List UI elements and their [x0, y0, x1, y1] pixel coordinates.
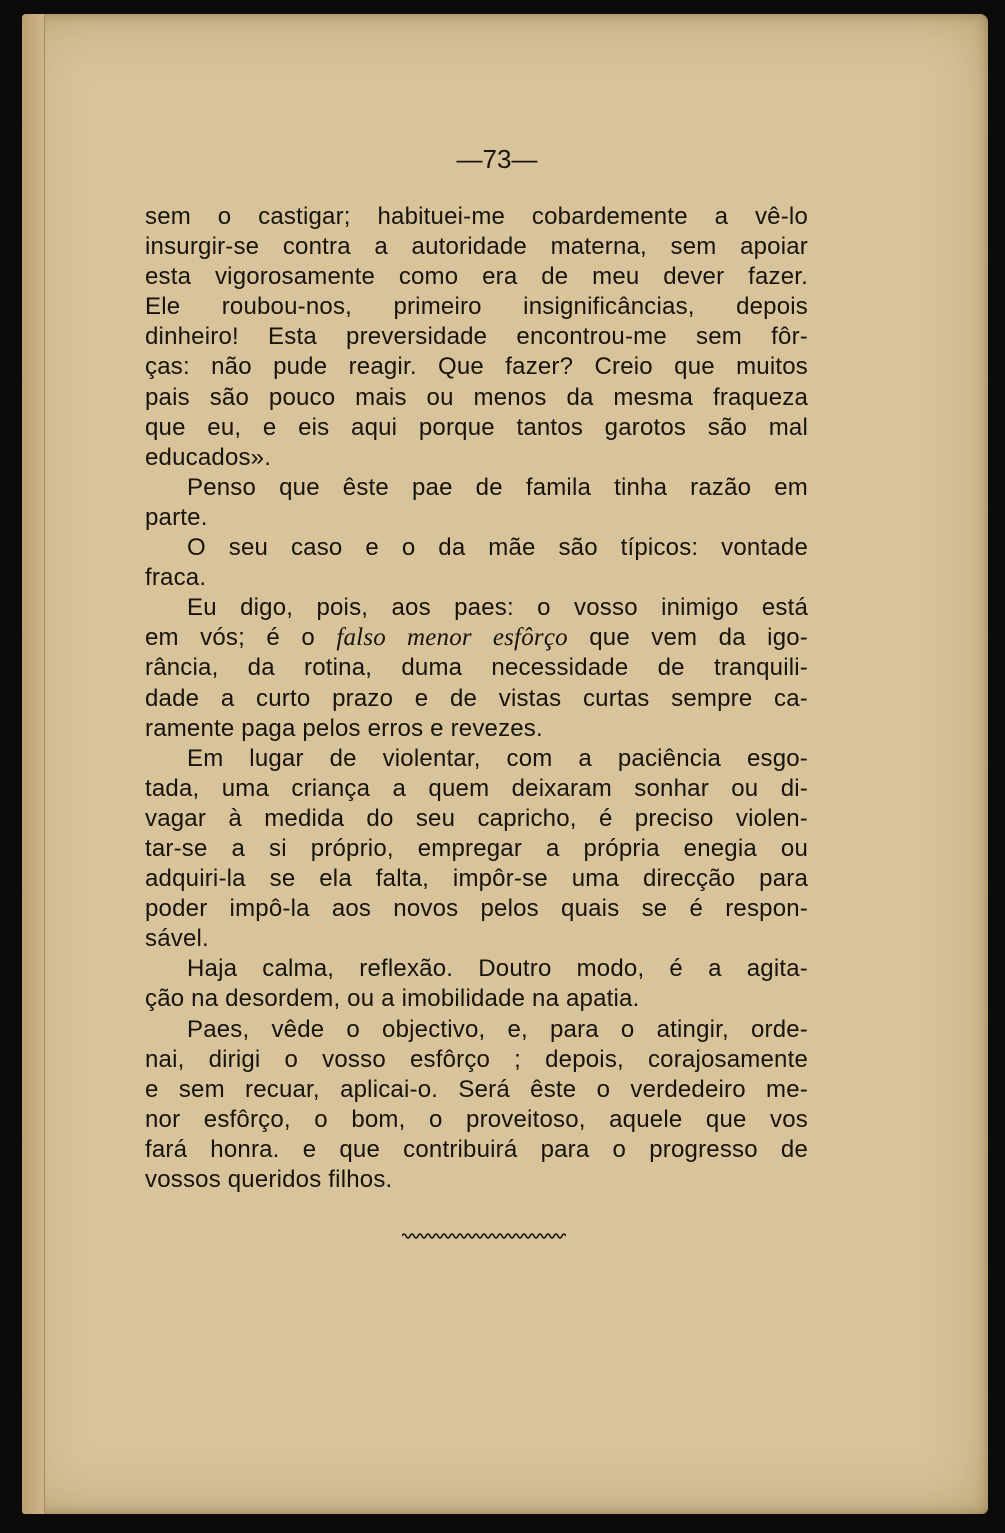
text-line: sem o castigar; habituei-me cobardemente a vê-lo: [145, 203, 808, 230]
text-line: O seu caso e o da mãe são típicos: vontade: [187, 534, 808, 562]
text-line: insurgir-se contra a autoridade materna, sem apoiar: [145, 233, 808, 261]
text-line: pais são pouco mais ou menos da mesma fraqueza: [145, 383, 808, 411]
text-line: dade a curto prazo e de vistas curtas sempre ca-: [145, 684, 808, 712]
book-spine-edge: [22, 14, 45, 1514]
text-line: vossos queridos filhos.: [145, 1166, 393, 1193]
text-line: parte.: [145, 503, 208, 531]
text-line: nai, dirigi o vosso esfôrço ; depois, corajosamente: [145, 1045, 808, 1073]
text-line: educados».: [145, 443, 272, 471]
closing-ornament: [402, 1232, 566, 1240]
text-line: rância, da rotina, duma necessidade de tranquili-: [145, 654, 808, 682]
text-line: vagar à medida do seu capricho, é preciso violen-: [145, 804, 808, 832]
text-line: Paes, vêde o objectivo, e, para o atingir, orde-: [187, 1015, 808, 1043]
text-line: Eu digo, pois, aos paes: o vosso inimigo está: [187, 594, 808, 622]
text-line: fraca.: [145, 564, 207, 592]
text-line: Penso que êste pae de famila tinha razão em: [187, 473, 808, 501]
text-line: nor esfôrço, o bom, o proveitoso, aquele que vos: [145, 1105, 808, 1133]
text-line: dinheiro! Esta preversidade encontrou-me sem fôr-: [145, 323, 808, 351]
text-line: tar-se a si próprio, empregar a própria enegia ou: [145, 834, 808, 862]
italic-phrase: falso menor esfôrço: [336, 624, 568, 652]
text-line: sável.: [145, 925, 209, 953]
text-line: Ele roubou-nos, primeiro insignificâncias, depois: [145, 293, 808, 321]
text-line: Haja calma, reflexão. Doutro modo, é a agita-: [187, 955, 808, 983]
text-line: ção na desordem, ou a imobilidade na apatia.: [145, 985, 640, 1013]
text-fragment: que vem da igo-: [567, 624, 808, 652]
page-number: —73—: [456, 144, 538, 174]
text-line: e sem recuar, aplicai-o. Será êste o verdedeiro me-: [145, 1075, 808, 1103]
text-line: adquiri-la se ela falta, impôr-se uma direcção para: [145, 865, 808, 893]
book-page: [22, 14, 988, 1514]
text-line: ças: não pude reagir. Que fazer? Creio que muitos: [145, 353, 808, 381]
text-fragment: em vós; é o: [145, 624, 337, 652]
text-line: ramente paga pelos erros e revezes.: [145, 714, 543, 742]
text-line: que eu, e eis aqui porque tantos garotos são mal: [145, 413, 808, 441]
text-line: poder impô-la aos novos pelos quais se é respon-: [145, 895, 808, 923]
body-text: [145, 202, 808, 1195]
text-line: fará honra. e que contribuirá para o progresso de: [145, 1135, 808, 1163]
text-line: Em lugar de violentar, com a paciência esgo-: [187, 744, 808, 772]
text-line: [145, 623, 808, 653]
text-line: tada, uma criança a quem deixaram sonhar ou di-: [145, 774, 808, 802]
text-line: esta vigorosamente como era de meu dever fazer.: [145, 263, 808, 291]
